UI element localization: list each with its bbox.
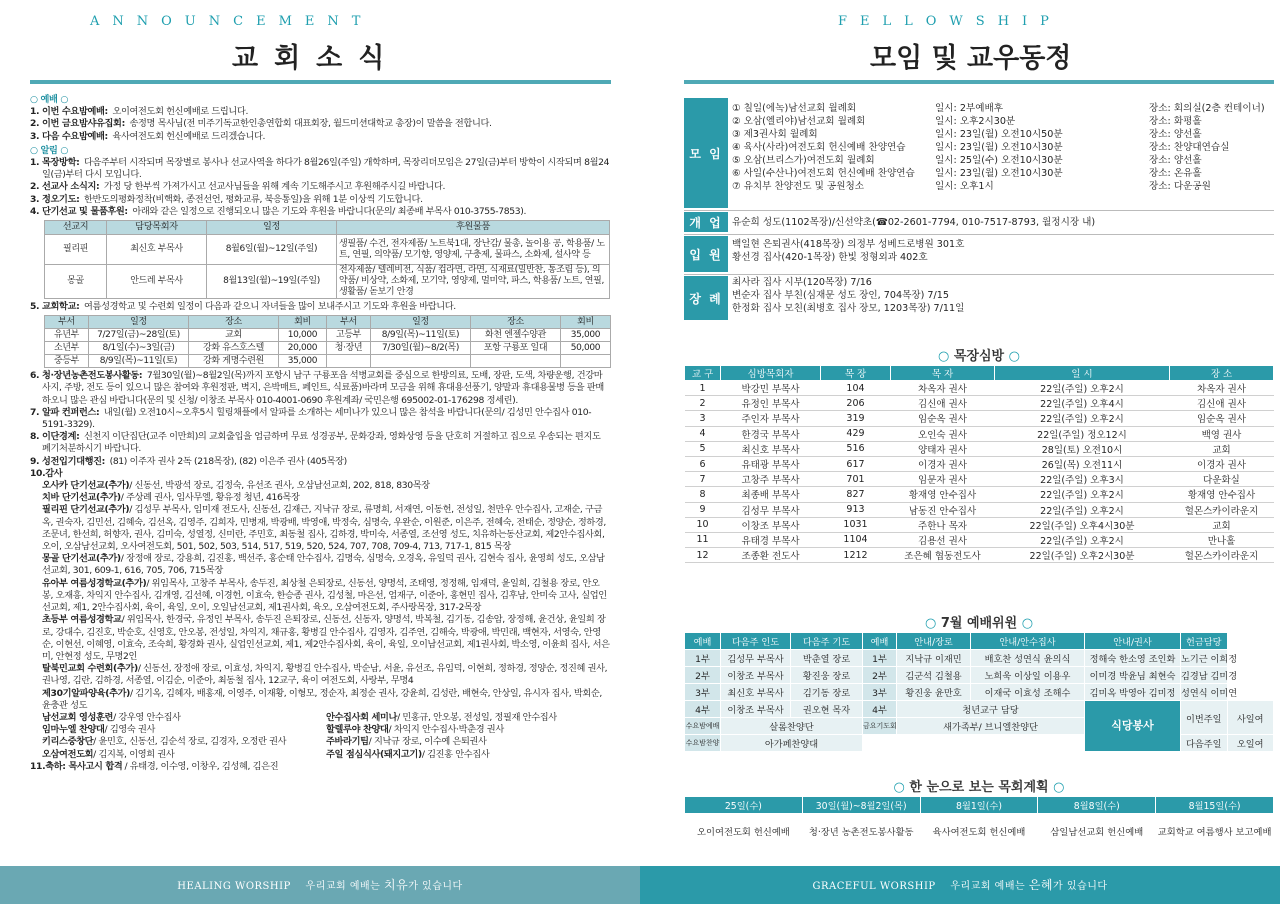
announcement-title: 교회소식 <box>232 43 401 74</box>
table-row: 필리핀 최신호 부목사 8월6일(월)~12일(주일) 생필품/ 수건, 전자제품/ 노트북1대, 장난감/ 물총, 놀이용 공, 학용품/ 노트, 연필, 의약품/ 모기향, 영양제, 구충제, 물파스, 소화제, 설사약 등 <box>45 235 610 265</box>
announcement-body <box>30 92 610 773</box>
thanks-row <box>42 736 610 748</box>
hospital-item: 황선경 집사(420-1목장) 한빛 정형외과 402호 <box>732 252 928 263</box>
visit-col-header: 심방목회자 <box>721 366 821 381</box>
table-row: 소년부 8/1일(수)~3일(금) 강화 유스호스텔 20,000 청·장년 7/30일(월)~8/2(목) 포항 구룡포 일대 50,000 <box>45 342 611 355</box>
duty-col-header: 예배 <box>863 633 897 650</box>
visit-col-header: 목 장 <box>821 366 891 381</box>
hospital-item: 백일현 은퇴권사(418목장) 의정부 성베드로병원 301호 <box>732 239 965 250</box>
school-col-header: 부서 <box>327 316 371 329</box>
left-page <box>0 0 640 904</box>
mission-col-header: 후원물품 <box>337 221 610 235</box>
notice-item: 4. 단기선교 및 물품후원: 아래와 같은 일정으로 진행되오니 많은 기도와 후원을 바랍니다(문의/ 최종배 부목사 010-3755-7853). <box>30 205 527 217</box>
thanks-row <box>42 712 610 724</box>
thanks-row <box>42 749 610 761</box>
thanks-row <box>42 724 610 736</box>
funeral-list <box>732 276 1272 315</box>
table-row: 6 유태광 부목사 617 이경자 권사 26일(목) 오전11시 이경자 권사 <box>685 456 1274 471</box>
table-row: 2 유정인 부목사 206 김신애 권사 22일(주일) 오후4시 김신애 권사 <box>685 396 1274 411</box>
visit-title: ○ 목장심방 ○ <box>938 349 1020 364</box>
duty-col-header: 안내/안수집사 <box>971 633 1085 650</box>
duty-table <box>684 632 1274 752</box>
meal-label: 식당봉사 <box>1085 701 1181 752</box>
plan-date: 30일(월)~8월2일(목) <box>802 797 920 814</box>
school-col-header: 회비 <box>561 316 611 329</box>
duty-col-header: 안내/권사 <box>1085 633 1181 650</box>
duty-col-header: 헌금담당 <box>1181 633 1228 650</box>
mission-col-header: 담당목회자 <box>107 221 207 235</box>
table-row: 수요밤예배 살롬찬양단 금요기도회 새가족부/ 브니엘찬양단 <box>685 718 1274 735</box>
thanks-item: 오삼여전도회/ 김지복, 이영희 권사 <box>42 748 175 760</box>
table-row: 수요밤찬양 아가페찬양대 다음주일 오일여 <box>685 735 1274 752</box>
fellowship-eng-title: FELLOWSHIP <box>838 14 1062 29</box>
thanks-item: 안수집사회 세미나/ 민홍규, 안오봉, 전성일, 정필재 안수집사 <box>326 711 557 723</box>
table-row: 12 조종환 전도사 1212 조은혜 협동전도사 22일(주일) 오후2시30분 헐몬스카이라운지 <box>685 548 1274 563</box>
title-rule <box>30 80 611 84</box>
duty-title: ○ 7월 예배위원 ○ <box>924 616 1034 631</box>
duty-col-header: 다음주 인도 <box>721 633 791 650</box>
table-row: 몽골 안드레 부목사 8월13일(월)~19일(주일) 전자제품/ 텔레비전, 식품/ 컵라면, 라면, 식재료(밀반찬, 통조림 등), 의약품/ 비상약, 소화제, 모기약, 영양제, 멀미약, 파스, 학용품/ 노트, 연필, 생활품/ 돋보기 안경 <box>45 265 610 299</box>
notice-item: 5. 교회학교: 여름성경학교 및 수련회 일정이 다음과 같으니 자녀들을 많이 보내주시고 기도와 후원을 바랍니다. <box>30 301 456 313</box>
hospital-label: 입 원 <box>684 236 728 272</box>
right-page <box>640 0 1280 904</box>
mission-col-header: 일정 <box>207 221 337 235</box>
thanks-item: 제30기알파양육(추가)/ 김기옥, 김혜자, 배홍재, 이영주, 이재황, 이형모, 정순자, 최정순 권사, 강윤희, 김성란, 배현숙, 안상일, 유시자 집사, 박회순, 윤충관 성도 <box>42 687 602 711</box>
table-row: 2부 이창조 부목사 황진웅 장로 2부 김군석 김철용 노희욱 이상일 이용우 이미경 박윤님 최현숙 김경남 김미경 <box>685 667 1274 684</box>
meal-group: 사일여 <box>1227 701 1274 735</box>
table-row: 4부 이창조 부목사 권오현 목자 4부 청년교구 담당 식당봉사 이번주일 사일여 <box>685 701 1274 718</box>
thanks-item: 몽골 단기선교(추가)/ 장정애 장로, 강용희, 김진홍, 백선주, 홍순태 안수집사, 김명숙, 심명숙, 오경옥, 유일덕 권사, 김현숙 집사, 윤영희 성도, 오삼남선교회, 301, 609-1, 616, 705, 706, 715목장 <box>42 553 605 577</box>
worship-item: 1. 이번 수요밤예배: 오이여전도회 헌신예배로 드립니다. <box>30 106 249 118</box>
table-row: 8 최종배 부목사 827 황재영 안수집사 22일(주일) 오후2시 황재영 안수집사 <box>685 487 1274 502</box>
notice-heading: ○ 알림 ○ <box>30 144 69 156</box>
opening-text: 유순희 성도(1102목장)/신선약초(☎02-2601-7794, 010-7517-8793, 월정시장 내) <box>732 217 1096 228</box>
table-row: 9 김성무 부목사 913 남동진 안수집사 22일(주일) 오후2시 헐몬스카이라운지 <box>685 502 1274 517</box>
thanks-item: 치바 단기선교(추가)/ 주상례 권사, 임사무엘, 황유정 청년, 416목장 <box>42 492 300 504</box>
meeting-item: ③ 제3권사회 월례회 일시: 23일(월) 오전10시50분 장소: 양선홀 <box>732 129 1202 140</box>
meeting-item: ⑦ 유치부 찬양전도 및 공원청소 일시: 오후1시 장소: 다운공원 <box>732 181 1211 192</box>
plan-date: 8월1일(수) <box>920 797 1038 814</box>
fellowship-title: 모임 및 교우동정 <box>870 43 1072 74</box>
worship-item: 3. 다음 수요밤예배: 육사여전도회 헌신예배로 드리겠습니다. <box>30 130 266 142</box>
meal-week: 다음주일 <box>1181 735 1228 752</box>
visit-col-header: 목 자 <box>891 366 995 381</box>
table-row: 유년부 7/27일(금)~28일(토) 교회 10,000 고등부 8/9일(목)~11일(토) 화천 엔젤수양관 35,000 <box>45 329 611 342</box>
table-row: 10 이창조 부목사 1031 주한나 목자 22일(주일) 오후4시30분 교회 <box>685 517 1274 532</box>
thanks-item: 할렐루야 찬양대/ 차익지 안수집사·박춘경 권사 <box>326 724 504 736</box>
table-row: 7 고창주 부목사 701 임문자 권사 22일(주일) 오후3시 다운화실 <box>685 472 1274 487</box>
plan-date: 8월8일(수) <box>1038 797 1156 814</box>
meal-group: 오일여 <box>1227 735 1274 752</box>
thanks-item: 필리핀 단기선교(추가)/ 김성무 부목사, 임미재 전도사, 신동선, 김재근, 지낙규 장로, 류명희, 서재연, 이동헌, 전성일, 천만우 안수집사, 고재순, 구금옥, 권숙자, 김민선, 김혜숙, 김선옥, 김영주, 김희자, 민병재, 박광배, 박영애, 박정숙, 심명숙, 우완순, 이원준, 이은주, 전혜숙, 전태순, 정양순, 정하경, 조문녀, 한선희, 허향자, 권사, 김미숙, 성열정, 신미란, 주민호, 최동철 집사, 김하경, 박미숙, 서종열, 조선영 성도, 치유하는동산교회, 제2안수집사회, 오이, 오삼남선교회, 오사여전도회, 501, 502, 503, 514, 517, 519, 520, 524, 707, 708, 709-4, 713, 717-1, 815 목장 <box>42 504 606 553</box>
school-col-header: 회비 <box>279 316 327 329</box>
meeting-item: ① 칠일(에녹)남선교회 월례회 일시: 2부예배후 장소: 회의실(2층 컨테이너) <box>732 103 1265 114</box>
meeting-label: 모 임 <box>684 98 728 208</box>
plan-title: ○ 한 눈으로 보는 목회계획 ○ <box>893 780 1065 795</box>
mission-col-header: 선교지 <box>45 221 107 235</box>
duty-col-header: 안내/장로 <box>897 633 971 650</box>
funeral-item: 한정화 집사 모친(최병호 집사 장모, 1203목장) 7/11일 <box>732 303 965 314</box>
thanks-item: 키리스중창단/ 윤민호, 신동선, 김순석 장로, 김경자, 오정란 권사 <box>42 736 287 748</box>
thanks-item: 주일 점심식사(돼지고기)/ 김진홍 안수집사 <box>326 748 490 760</box>
duty-col-header: 다음주 기도 <box>791 633 863 650</box>
thanks-item: 남선교회 영성훈련/ 강우영 안수집사 <box>42 711 181 723</box>
meeting-item: ② 오삼(엘리야)남선교회 월례회 일시: 오후2시30분 장소: 화평홀 <box>732 116 1202 127</box>
notice-item: 7. 알파 컨퍼런스: 내일(월) 오전10시~오후5시 힐링채플에서 알파를 소개하는 세미나가 있으니 많은 참석을 바랍니다(문의/ 김성민 안수집사 010-5191-3329). <box>30 406 592 431</box>
visit-col-header: 장 소 <box>1170 366 1274 381</box>
funeral-label: 장 례 <box>684 276 728 320</box>
visit-col-header: 일 시 <box>995 366 1170 381</box>
mission-table <box>44 220 610 299</box>
funeral-item: 최사라 집사 시부(120목장) 7/16 <box>732 277 872 288</box>
plan-event: 교회학교 여름행사 보고예배 <box>1156 814 1274 852</box>
table-row: 1 박강민 부목사 104 차옥자 권사 22일(주일) 오후2시 차옥자 권사 <box>685 381 1274 396</box>
meal-week: 이번주일 <box>1181 701 1228 735</box>
school-col-header: 장소 <box>471 316 561 329</box>
left-footer: HEALING WORSHIP 우리교회 예배는 치유가 있습니다 <box>0 866 640 904</box>
notice-item: 10. 감사 <box>30 467 63 479</box>
notice-item: 3. 정오기도: 한반도의평화정착(비핵화, 종전선언, 평화교류, 북응통일)을 위해 1분 이상씩 기도합니다. <box>30 193 423 205</box>
notice-item: 11. 축하: 목사고시 합격 / 유태경, 이수영, 이창우, 김성혜, 김은진 <box>30 760 279 772</box>
thanks-two-col <box>30 712 610 761</box>
plan-event: 육사여전도회 헌신예배 <box>920 814 1038 852</box>
worship-item: 2. 이번 금요밤샤유집회: 송정명 목사님(전 미주기독교한인총연합회 대표회장, 월드미션대학교 총장)이 말씀을 전합니다. <box>30 118 492 130</box>
plan-date: 8월15일(수) <box>1156 797 1274 814</box>
notice-item: 8. 이단경계: 신천지 이단집단(교주 이만희)의 교회출입을 엄금하며 무료 성경공부, 문화강좌, 영화상영 등을 단호히 거절하고 집으로 우송되는 편지도 폐기처분하시기 바랍니다. <box>30 431 601 455</box>
notice-item: 2. 선교사 소식지: 가정 당 한부씩 가져가시고 선교사님들을 위해 계속 기도해주시고 후원해주시길 바랍니다. <box>30 181 446 193</box>
school-col-header: 장소 <box>189 316 279 329</box>
meeting-list <box>732 102 1272 193</box>
thanks-item: 임마누엘 찬양대/ 김영숙 권사 <box>42 724 156 736</box>
table-row: 3부 최신호 부목사 김기동 장로 3부 황진웅 윤만호 이재국 이효성 조해수 김미옥 박영아 김미정 성연식 이미연 <box>685 684 1274 701</box>
table-row: 5 최신호 부목사 516 양태자 권사 28일(토) 오전10시 교회 <box>685 441 1274 456</box>
thanks-item: 주바라기팀/ 지낙규 장로, 이수예 은퇴권사 <box>326 736 487 748</box>
school-col-header: 일정 <box>371 316 471 329</box>
table-row: 3 주인자 부목사 319 임순옥 권사 22일(주일) 오후2시 임순옥 권사 <box>685 411 1274 426</box>
title-rule <box>684 80 1274 84</box>
hospital-list <box>732 238 1272 264</box>
thanks-list <box>30 480 610 712</box>
visit-col-header: 교 구 <box>685 366 721 381</box>
notice-item: 1. 목장방학: 다음주부터 시작되며 목장별로 봉사나 선교사역을 하다가 8월26일(주일) 개학하며, 목장리더모임은 27일(금)부터 방학이 시작되며 8월24일(금)부터 다시 모입니다. <box>30 157 610 181</box>
plan-date: 25일(수) <box>685 797 803 814</box>
opening-label: 개 업 <box>684 212 728 232</box>
notice-item: 6. 청·장년농촌전도봉사활동: 7월30일(월)~8월2일(목)까지 포항시 남구 구룡포읍 석병교회를 중심으로 한방의료, 도배, 장판, 도색, 차량운행, 건강마사지, 주방, 전도 등이 있으니 많은 참여와 후원정판, 벽지, 은박매트, 페인트, 식료품)바라며 모금을 위해 휴대용선풍기, 양말과 휴대용물병 등을 판매하오니 많은 관심 바랍니다(문의 및 신청/ 이창조 부목사 010-4001-0690 후원계좌/ 국민은행 695002-01-176298 정세린). <box>30 370 604 406</box>
table-row: 11 유태경 부목사 1104 김용선 권사 22일(주일) 오후2시 만나홀 <box>685 532 1274 547</box>
thanks-item: 탈북민교회 수련회(추가)/ 신동선, 장정애 장로, 이효성, 차익지, 황병길 안수집사, 박순남, 서윤, 유선조, 유임덕, 이현희, 정하경, 정양순, 정진혜 권사, 권나영, 김란, 김하경, 서종열, 이김순, 이준아, 최동철 집사, 12교구, 육이 여전도회, 사랑부, 무명4 <box>42 663 608 687</box>
worship-heading: ○ 예배 ○ <box>30 94 69 105</box>
meeting-item: ④ 육사(사라)여전도회 헌신예배 찬양연습 일시: 23일(월) 오전10시30분 장소: 찬양대연습실 <box>732 142 1230 153</box>
plan-event: 청·장년 농촌전도봉사활동 <box>802 814 920 852</box>
visit-table <box>684 365 1274 563</box>
notice-item: 9. 성전입기대행진: (81) 이주자 권사 2독 (218목장), (82) 이은주 권사 (405목장) <box>30 455 347 467</box>
table-row: 1부 김성무 부목사 박춘열 장로 1부 지낙규 이재민 배호찬 성연식 윤의식 정해숙 한소영 조인화 노기근 이희정 <box>685 650 1274 667</box>
meeting-item: ⑥ 사일(수산나)여전도회 헌신예배 찬양연습 일시: 23일(월) 오전10시30분 장소: 온유홀 <box>732 168 1202 179</box>
table-row: 4 한경국 부목사 429 오인숙 권사 22일(주일) 정오12시 백영 권사 <box>685 426 1274 441</box>
thanks-item: 유아부 여름성경학교(추가)/ 위임목사, 고창주 부목사, 송두진, 최상철 은퇴장로, 신동선, 양명석, 조태영, 정정해, 임재덕, 윤일희, 김철용 장로, 안오봉, 오재흥, 차익지 안수집사, 김개영, 김선혜, 이경헌, 이효숙, 한승종 권사, 김성철, 마은선, 엄재구, 이준아, 홍현민 집사, 김후남, 안미숙 고사, 실업인 선교회, 제1, 2안수집사회, 육이, 육일, 오이, 오일남선교회, 제1권사회, 육오, 오삼여전도회, 주사랑목장, 317-2목장 <box>42 577 607 614</box>
school-col-header: 부서 <box>45 316 89 329</box>
table-row: 중등부 8/9일(목)~11일(토) 강화 게명수련원 35,000 <box>45 355 611 368</box>
duty-col-header: 예배 <box>685 633 721 650</box>
school-col-header: 일정 <box>89 316 189 329</box>
right-footer: GRACEFUL WORSHIP 우리교회 예배는 은혜가 있습니다 <box>640 866 1280 904</box>
worship-list <box>30 106 610 143</box>
announcement-eng-title: ANNOUNCEMENT <box>90 14 374 29</box>
funeral-item: 변순자 집사 부친(심재문 성도 장인, 704목장) 7/15 <box>732 290 949 301</box>
plan-event: 오이여전도회 헌신예배 <box>685 814 803 852</box>
thanks-item: 초등부 여름성경학교/ 위임목사, 한경국, 유정인 부목사, 송두진 은퇴장로, 신동선, 신동자, 양명석, 박복철, 김기동, 김송암, 장정해, 윤건상, 윤일희 장로, 강대수, 김진호, 박순호, 신영호, 안오봉, 전성일, 차익지, 채규홍, 황병길 안수집사, 김영자, 김주연, 김해숙, 박광애, 박민래, 백현자, 서영숙, 안영순, 이현선, 이혜영, 이효숙, 조숙희, 황경화 권사, 실업인선교회, 제1, 제2안수집사회, 육이, 육일, 오이남선교회, 제1권사회, 박소영, 이윤희 집사, 서은미, 안현정 성도, 무명2인 <box>42 614 610 662</box>
thanks-item: 오사카 단기선교(추가)/ 신동선, 박광석 장로, 김정숙, 유선조 권사, 오삼남선교회, 202, 818, 830목장 <box>42 480 430 492</box>
meeting-item: ⑤ 오삼(브리스가)여전도회 월례회 일시: 25일(수) 오전10시30분 장소: 양선홀 <box>732 155 1202 166</box>
school-table <box>44 315 611 368</box>
plan-table <box>684 796 1274 852</box>
plan-event: 삼일남선교회 헌신예배 <box>1038 814 1156 852</box>
